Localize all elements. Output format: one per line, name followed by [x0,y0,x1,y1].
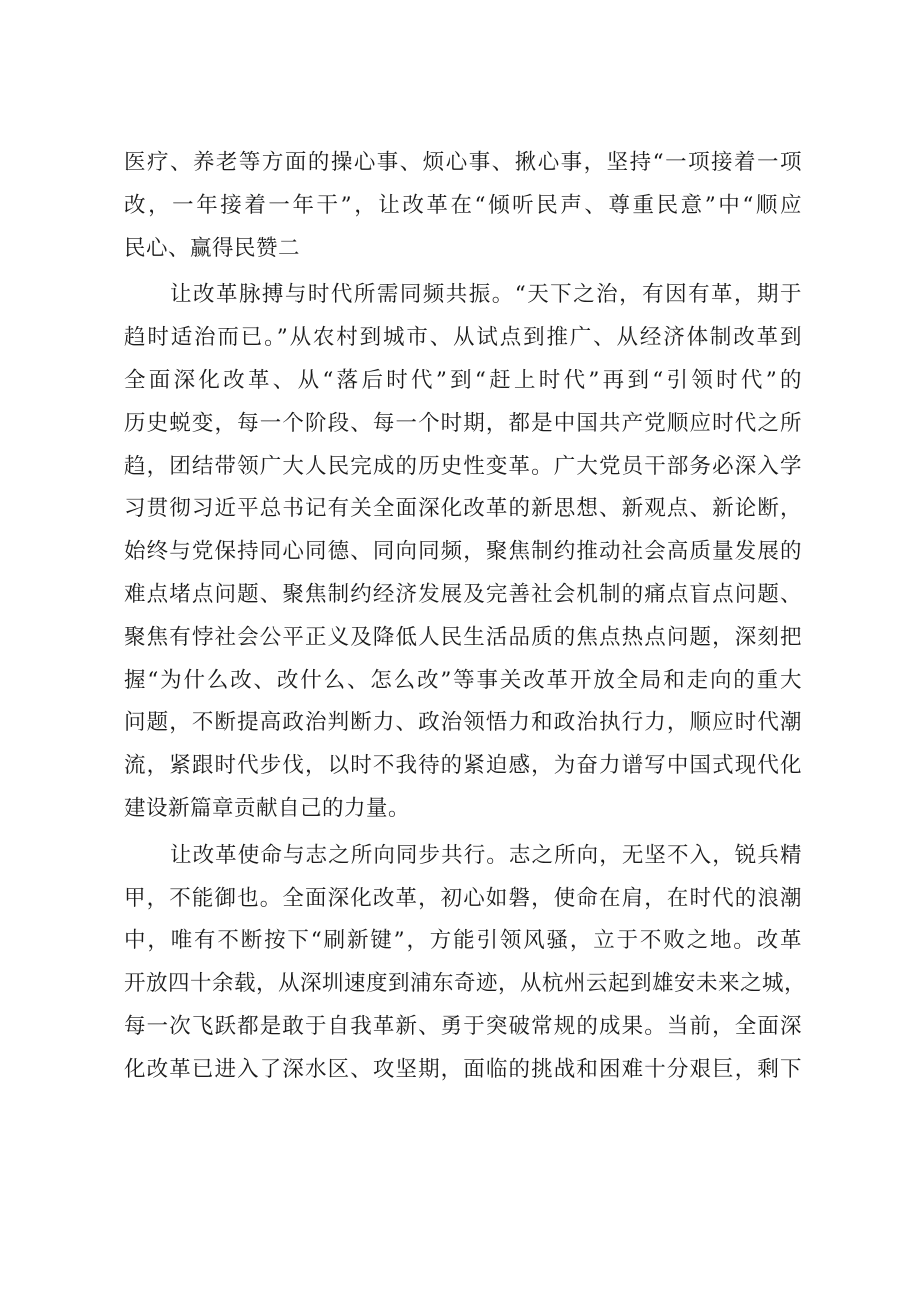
text-line: 习贯彻习近平总书记有关全面深化改革的新思想、新观点、新论断， [124,496,802,522]
text-line: 开放四十余载，从深圳速度到浦东奇迹，从杭州云起到雄安未来之城， [124,971,807,997]
text-line: 趋，团结带领广大人民完成的历史性变革。广大党员干部务必深入学 [124,453,802,479]
text-line: 流，紧跟时代步伐，以时不我待的紧迫感，为奋力谱写中国式现代化 [124,753,802,779]
text-line: 让改革脉搏与时代所需同频共振。“天下之治，有因有革，期于 [170,282,802,308]
document-body [124,142,807,1092]
text-line: 改，一年接着一年干”，让改革在“倾听民声、尊重民意”中“顺应 [124,192,802,218]
text-line: 医疗、养老等方面的操心事、烦心事、揪心事，坚持“一项接着一项 [124,150,802,175]
text-line: 始终与党保持同心同德、同向同频，聚焦制约推动社会高质量发展的 [124,539,802,565]
text-line: 让改革使命与志之所向同步共行。志之所向，无坚不入，锐兵精 [170,842,802,868]
text-line: 问题，不断提高政治判断力、政治领悟力和政治执行力，顺应时代潮 [124,710,802,736]
text-line: 历史蜕变，每一个阶段、每一个时期，都是中国共产党顺应时代之所 [124,410,802,436]
text-line: 化改革已进入了深水区、攻坚期，面临的挑战和困难十分艰巨，剩下 [124,1056,802,1082]
text-line: 中，唯有不断按下“刷新键”，方能引领风骚，立于不败之地。改革 [124,928,802,954]
text-line: 难点堵点问题、聚焦制约经济发展及完善社会机制的痛点盲点问题、 [124,581,802,607]
text-line: 握“为什么改、改什么、怎么改”等事关改革开放全局和走向的重大 [124,667,802,693]
text-line: 民心、赢得民赞二 [124,235,301,261]
text-line: 聚焦有悖社会公平正义及降低人民生活品质的焦点热点问题，深刻把 [124,624,802,650]
paragraph-2 [124,274,802,830]
text-line: 甲，不能御也。全面深化改革，初心如磐，使命在肩，在时代的浪潮 [124,885,802,911]
text-line: 建设新篇章贡献自己的力量。 [124,795,411,821]
text-line: 全面深化改革、从“落后时代”到“赶上时代”再到“引领时代”的 [124,367,802,393]
paragraph-1 [124,142,802,270]
text-line: 每一次飞跃都是敢于自我革新、勇于突破常规的成果。当前，全面深 [124,1013,802,1039]
text-line: 趋时适治而已。”从农村到城市、从试点到推广、从经济体制改革到 [124,325,802,351]
paragraph-3 [124,835,807,1092]
